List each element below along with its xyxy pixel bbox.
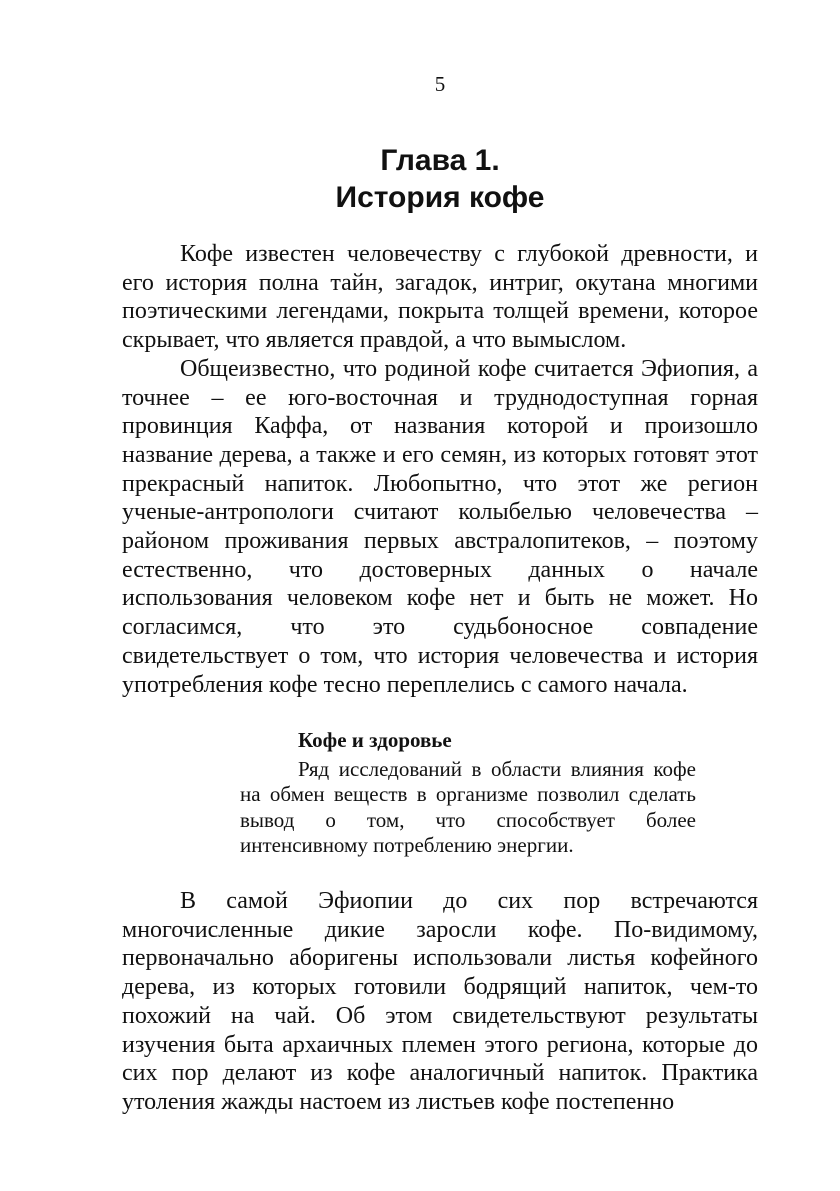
chapter-label: Глава 1. — [380, 144, 500, 177]
paragraph: Кофе известен человечеству с глубокой древности, и его история полна тайн, загадок, интриг, окутана многими поэтическими легендами, покрыта толщей времени, которое скрывает, что является правдой, а что вымыслом. — [122, 241, 758, 354]
intro-text — [122, 240, 758, 699]
sidebar-text: Ряд исследований в области влияния кофе на обмен веществ в организме позволил сделать вывод о том, что способствует более интенсивному потреблению энергии. — [240, 756, 696, 857]
section-text — [122, 887, 758, 1117]
paragraph: Общеизвестно, что родиной кофе считается Эфиопия, а точнее – ее юго-восточная и труднодоступная горная провинция Каффа, от названия которой и произошло название дерева, а также и его семян, из которых готовят этот прекрасный напиток. Любопытно, что этот же регион ученые-антропологи считают колыбелью человечества – районом проживания первых австралопитеков, – поэтому естественно, что достоверных данных о начале использования человеком кофе нет и быть не может. Но согласимся, что это судьбоносное совпадение свидетельствует о том, что история человечества и история употребления кофе тесно переплелись с самого начала. — [122, 355, 758, 698]
chapter-heading — [0, 142, 840, 216]
chapter-title: История кофе — [335, 181, 545, 214]
paragraph: В самой Эфиопии до сих пор встречаются многочисленные дикие заросли кофе. По-видимому, первоначально аборигены использовали листья кофейного дерева, из которых готовили бодрящий напиток, чем-то похожий на чай. Об этом свидетельствуют результаты изучения быта архаичных племен этого региона, которые до сих пор делают из кофе аналогичный напиток. Практика утоления жажды настоем из листьев кофе постепенно — [122, 888, 758, 1115]
page-number: 5 — [434, 72, 446, 96]
sidebar-title: Кофе и здоровье — [298, 728, 452, 752]
sidebar-note — [240, 728, 696, 859]
